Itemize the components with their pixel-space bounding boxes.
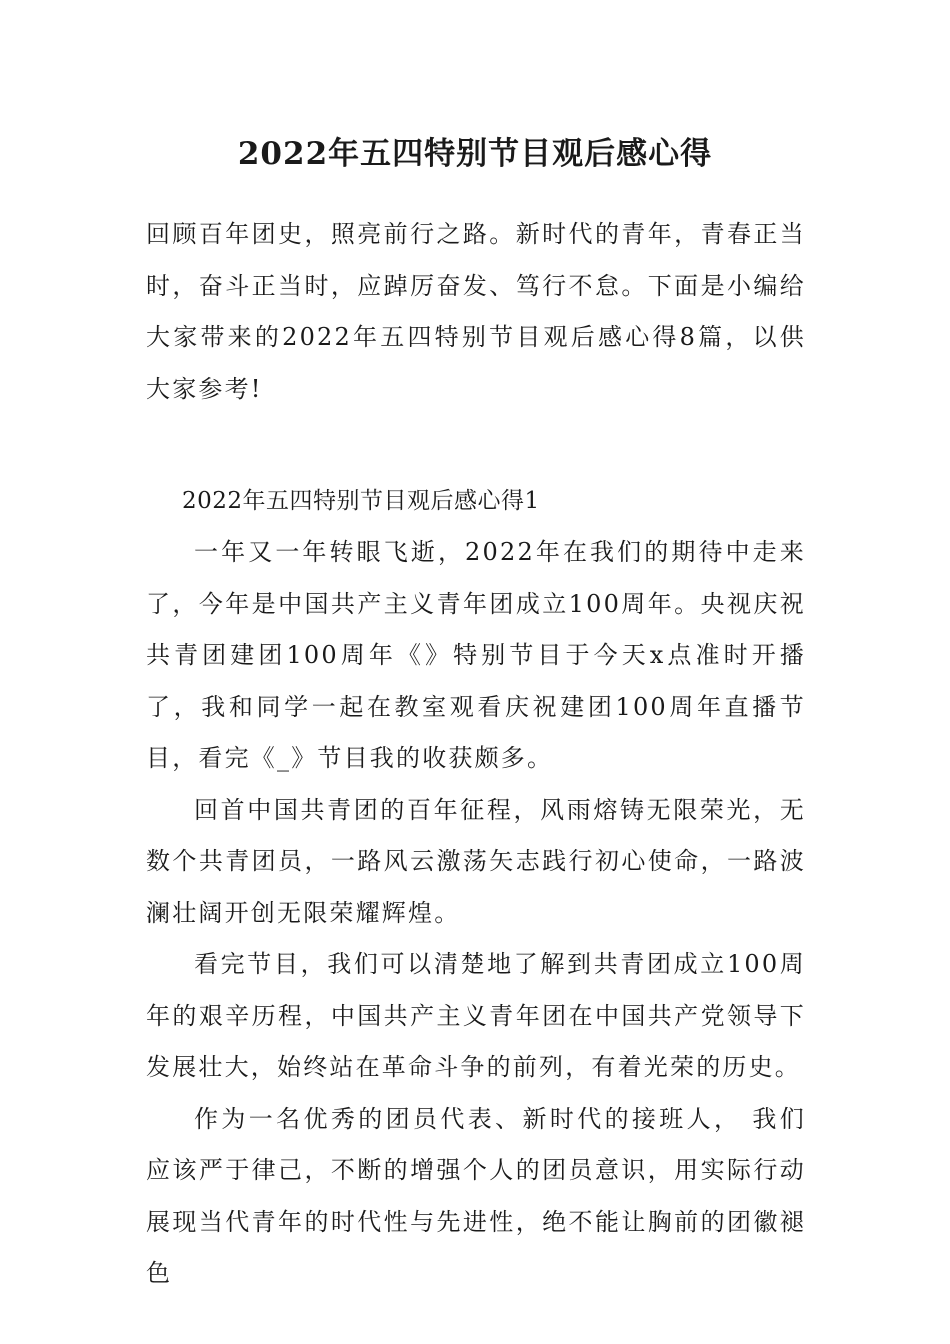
intro-paragraph: 回顾百年团史，照亮前行之路。新时代的青年，青春正当时，奋斗正当时，应踔厉奋发、笃行不怠。下面是小编给大家带来的2022年五四特别节目观后感心得8篇，以供大家参考! (146, 220, 806, 403)
document-title: 2022年五四特别节目观后感心得 (237, 136, 713, 172)
section-body (146, 527, 806, 1300)
body-paragraph-2: 回首中国共青团的百年征程，风雨熔铸无限荣光，无数个共青团员，一路风云激荡矢志践行初心使命，一路波澜壮阔开创无限荣耀辉煌。 (146, 795, 806, 927)
body-paragraph-1: 一年又一年转眼飞逝，2022年在我们的期待中走来了，今年是中国共产主义青年团成立100周年。央视庆祝共青团建团100周年《》特别节目于今天x点准时开播了，我和同学一起在教室观看庆祝建团100周年直播节目，看完《_》节目我的收获颇多。 (146, 538, 806, 772)
body-paragraph-3: 看完节目，我们可以清楚地了解到共青团成立100周年的艰辛历程，中国共产主义青年团在中国共产党领导下发展壮大，始终站在革命斗争的前列，有着光荣的历史。 (146, 950, 806, 1081)
section-heading: 2022年五四特别节目观后感心得1 (182, 488, 540, 514)
body-paragraph-4: 作为一名优秀的团员代表、新时代的接班人， 我们应该严于律己，不断的增强个人的团员意识，用实际行动展现当代青年的时代性与先进性，绝不能让胸前的团徽褪色 (146, 1104, 806, 1287)
